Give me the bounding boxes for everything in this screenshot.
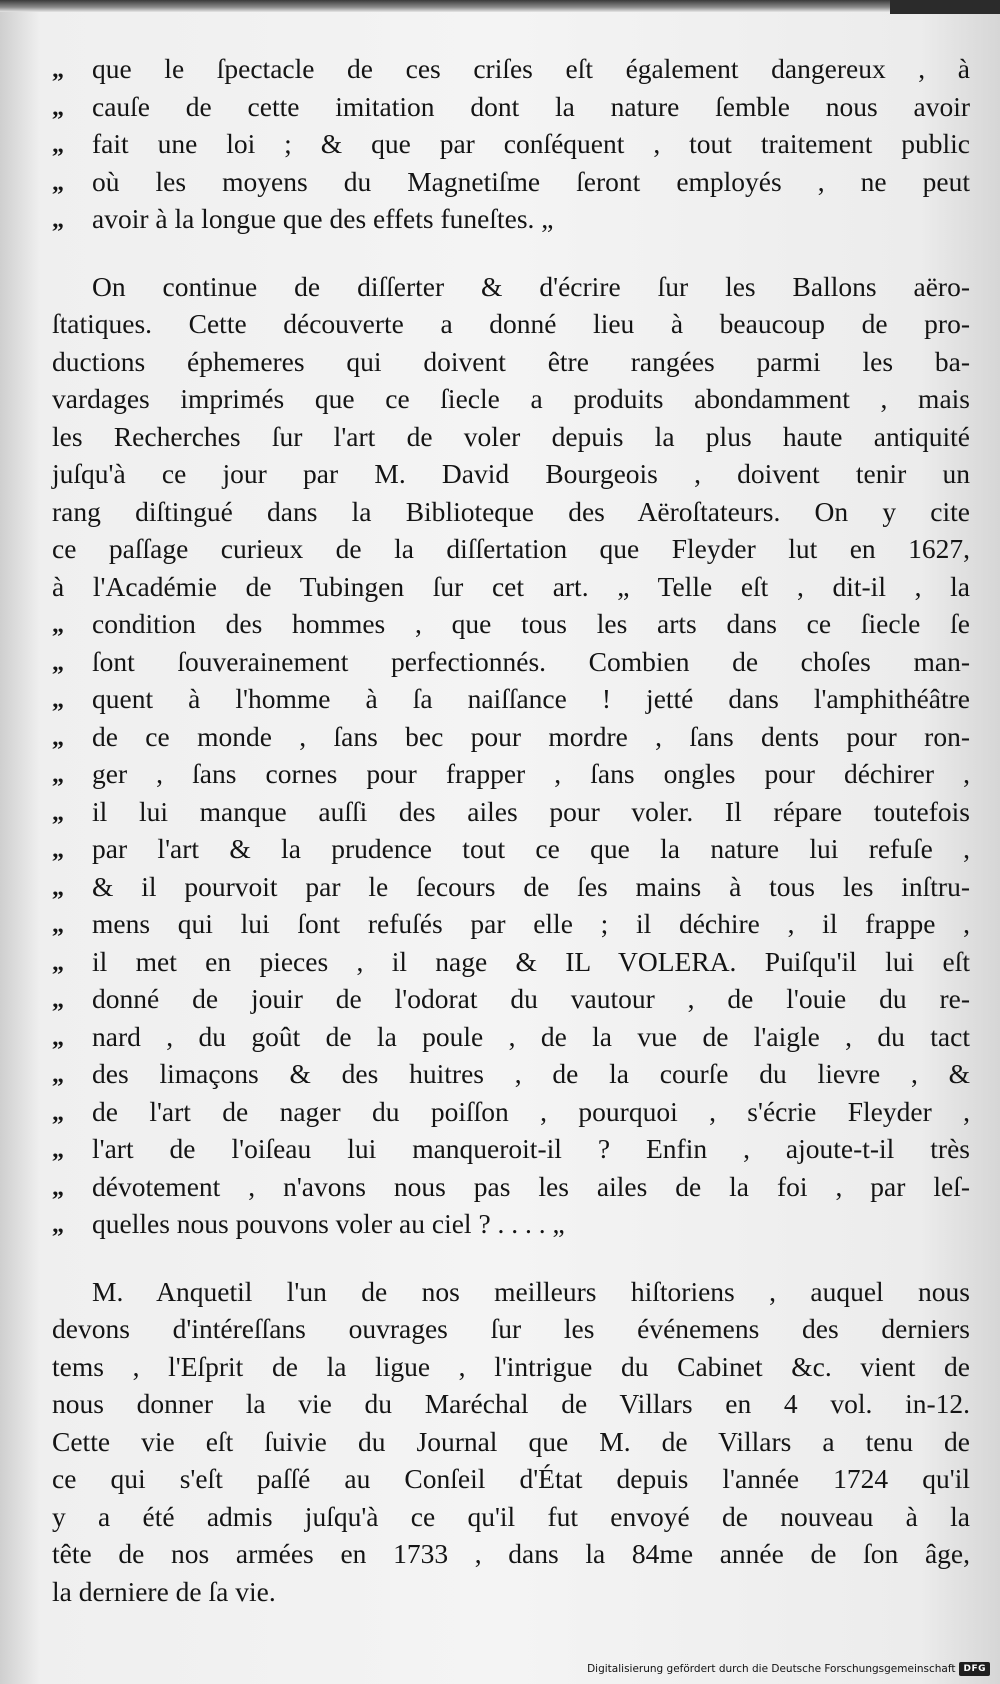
- paragraph-gap: [52, 238, 970, 268]
- line-text: ce qui s'eſt paſſé au Conſeil d'État depuis l'année 1724 qu'il: [52, 1463, 970, 1494]
- text-line: [52, 793, 970, 831]
- text-line: [52, 1055, 970, 1093]
- line-text: cauſe de cette imitation dont la nature ſemble nous avoir: [92, 90, 970, 122]
- line-text: condition des hommes , que tous les arts dans ce ſiecle ſe: [92, 608, 970, 639]
- text-line: [52, 268, 970, 306]
- quote-mark: „: [52, 1137, 64, 1163]
- text-line: [52, 1273, 970, 1311]
- page-corner-shadow: [890, 0, 1000, 14]
- quote-mark: „: [52, 169, 64, 196]
- line-text: ce paſſage curieux de la diſſertation que Fleyder lut en 1627,: [52, 533, 970, 564]
- quote-mark: „: [52, 799, 64, 826]
- dfg-logo: DFG: [959, 1662, 990, 1676]
- line-text: de l'art de nager du poiſſon , pourquoi , s'écrie Fleyder ,: [92, 1095, 970, 1127]
- text-line: [52, 493, 970, 531]
- line-text: la derniere de ſa vie.: [52, 1575, 276, 1607]
- text-line: [52, 568, 970, 606]
- text-line: [52, 530, 970, 568]
- text-line: [52, 680, 970, 718]
- line-text: dévotement , n'avons nous pas les ailes de la foi , par leſ-: [92, 1170, 970, 1202]
- quote-mark: „: [52, 837, 64, 863]
- line-text: rang diſtingué dans la Biblioteque des Aëroſtateurs. On y cite: [52, 495, 970, 527]
- line-text: tête de nos armées en 1733 , dans la 84me année de ſon âge,: [52, 1538, 970, 1569]
- line-text: ſtatiques. Cette découverte a donné lieu à beaucoup de pro-: [52, 308, 970, 339]
- line-text: devons d'intéreſſans ouvrages ſur les événemens des derniers: [52, 1313, 970, 1344]
- quote-mark: „: [52, 687, 64, 713]
- line-text: juſqu'à ce jour par M. David Bourgeois , doivent tenir un: [52, 458, 970, 489]
- text-line: [52, 1348, 970, 1386]
- line-text: l'art de l'oiſeau lui manqueroit-il ? Enfin , ajoute-t-il très: [92, 1133, 970, 1164]
- quote-mark: „: [52, 987, 64, 1013]
- text-line: [52, 1498, 970, 1536]
- quote-mark: „: [52, 1174, 64, 1201]
- text-line: [52, 380, 970, 418]
- line-text: ger , ſans cornes pour frapper , ſans ongles pour déchirer ,: [92, 758, 970, 789]
- line-text: quent à l'homme à ſa naiſſance ! jetté dans l'amphithéâtre: [92, 683, 970, 714]
- line-text: fait une loi ; & que par conſéquent , tout traitement public: [92, 128, 970, 159]
- text-line: [52, 718, 970, 756]
- text-line: [52, 1385, 970, 1423]
- quote-mark: „: [52, 949, 64, 976]
- text-line: [52, 50, 970, 88]
- quote-mark: „: [52, 94, 64, 121]
- line-text: il lui manque auſſi des ailes pour voler. Il répare toutefois: [92, 795, 970, 827]
- line-text: M. Anquetil l'un de nos meilleurs hiſtoriens , auquel nous: [92, 1275, 970, 1307]
- quote-mark: „: [52, 132, 64, 158]
- text-line: [52, 1205, 970, 1243]
- quote-mark: „: [52, 912, 64, 938]
- quote-mark: „: [52, 762, 64, 788]
- text-line: [52, 163, 970, 201]
- text-line: [52, 830, 970, 868]
- line-text: donné de jouir de l'odorat du vautour , de l'ouie du re-: [92, 983, 970, 1014]
- line-text: On continue de diſſerter & d'écrire ſur les Ballons aëro-: [92, 270, 970, 302]
- quote-mark: „: [52, 1062, 64, 1088]
- quote-mark: „: [52, 57, 64, 83]
- quote-mark: „: [52, 649, 64, 676]
- text-line: [52, 1573, 970, 1611]
- quote-mark: „: [52, 207, 64, 233]
- line-text: & il pourvoit par le ſecours de ſes mains à tous les inſtru-: [92, 870, 970, 902]
- line-text: avoir à la longue que des effets funeſtes. „: [92, 203, 554, 234]
- text-line: [52, 905, 970, 943]
- quote-mark: „: [52, 1099, 64, 1126]
- line-text: nous donner la vie du Maréchal de Villars en 4 vol. in-12.: [52, 1388, 970, 1419]
- text-line: [52, 200, 970, 238]
- text-line: [52, 605, 970, 643]
- line-text: y a été admis juſqu'à ce qu'il fut envoyé de nouveau à la: [52, 1500, 970, 1532]
- text-line: [52, 1310, 970, 1348]
- line-text: mens qui lui ſont refuſés par elle ; il déchire , il frappe ,: [92, 908, 970, 939]
- line-text: quelles nous pouvons voler au ciel ? . . . . „: [92, 1208, 565, 1239]
- text-line: [52, 1018, 970, 1056]
- footer-credit: Digitalisierung gefördert durch die Deutsche Forschungsgemeinschaft: [587, 1663, 956, 1675]
- text-line: [52, 868, 970, 906]
- line-text: où les moyens du Magnetiſme ſeront employés , ne peut: [92, 165, 970, 197]
- quote-mark: „: [52, 724, 64, 751]
- quote-mark: „: [52, 612, 64, 638]
- line-text: les Recherches ſur l'art de voler depuis la plus haute antiquité: [52, 420, 970, 452]
- line-text: que le ſpectacle de ces criſes eſt également dangereux , à: [92, 53, 970, 84]
- page-top-edge: [0, 0, 1000, 12]
- page-text: [52, 50, 970, 1610]
- text-line: [52, 980, 970, 1018]
- text-line: [52, 943, 970, 981]
- text-line: [52, 88, 970, 126]
- text-line: [52, 1093, 970, 1131]
- digitization-footer: [587, 1660, 990, 1678]
- text-line: [52, 305, 970, 343]
- quote-mark: „: [52, 874, 64, 901]
- line-text: à l'Académie de Tubingen ſur cet art. „ Telle eſt , dit-il , la: [52, 570, 970, 602]
- line-text: ſont ſouverainement perfectionnés. Combien de choſes man-: [92, 645, 970, 677]
- text-line: [52, 643, 970, 681]
- text-line: [52, 418, 970, 456]
- line-text: nard , du goût de la poule , de la vue de l'aigle , du tact: [92, 1020, 970, 1052]
- line-text: il met en pieces , il nage & IL VOLERA. Puiſqu'il lui eſt: [92, 945, 970, 977]
- text-line: [52, 1535, 970, 1573]
- quote-mark: „: [52, 1212, 64, 1238]
- line-text: des limaçons & des huitres , de la courſe du lievre , &: [92, 1058, 970, 1089]
- text-line: [52, 125, 970, 163]
- paragraph-gap: [52, 1243, 970, 1273]
- quote-mark: „: [52, 1024, 64, 1051]
- line-text: par l'art & la prudence tout ce que la nature lui refuſe ,: [92, 833, 970, 864]
- text-line: [52, 1460, 970, 1498]
- text-line: [52, 1168, 970, 1206]
- text-line: [52, 343, 970, 381]
- line-text: de ce monde , ſans bec pour mordre , ſans dents pour ron-: [92, 720, 970, 752]
- text-line: [52, 455, 970, 493]
- line-text: tems , l'Eſprit de la ligue , l'intrigue du Cabinet &c. vient de: [52, 1350, 970, 1382]
- line-text: Cette vie eſt ſuivie du Journal que M. de Villars a tenu de: [52, 1425, 970, 1457]
- line-text: ductions éphemeres qui doivent être rangées parmi les ba-: [52, 345, 970, 377]
- line-text: vardages imprimés que ce ſiecle a produits abondamment , mais: [52, 383, 970, 414]
- text-line: [52, 1130, 970, 1168]
- text-line: [52, 1423, 970, 1461]
- text-line: [52, 755, 970, 793]
